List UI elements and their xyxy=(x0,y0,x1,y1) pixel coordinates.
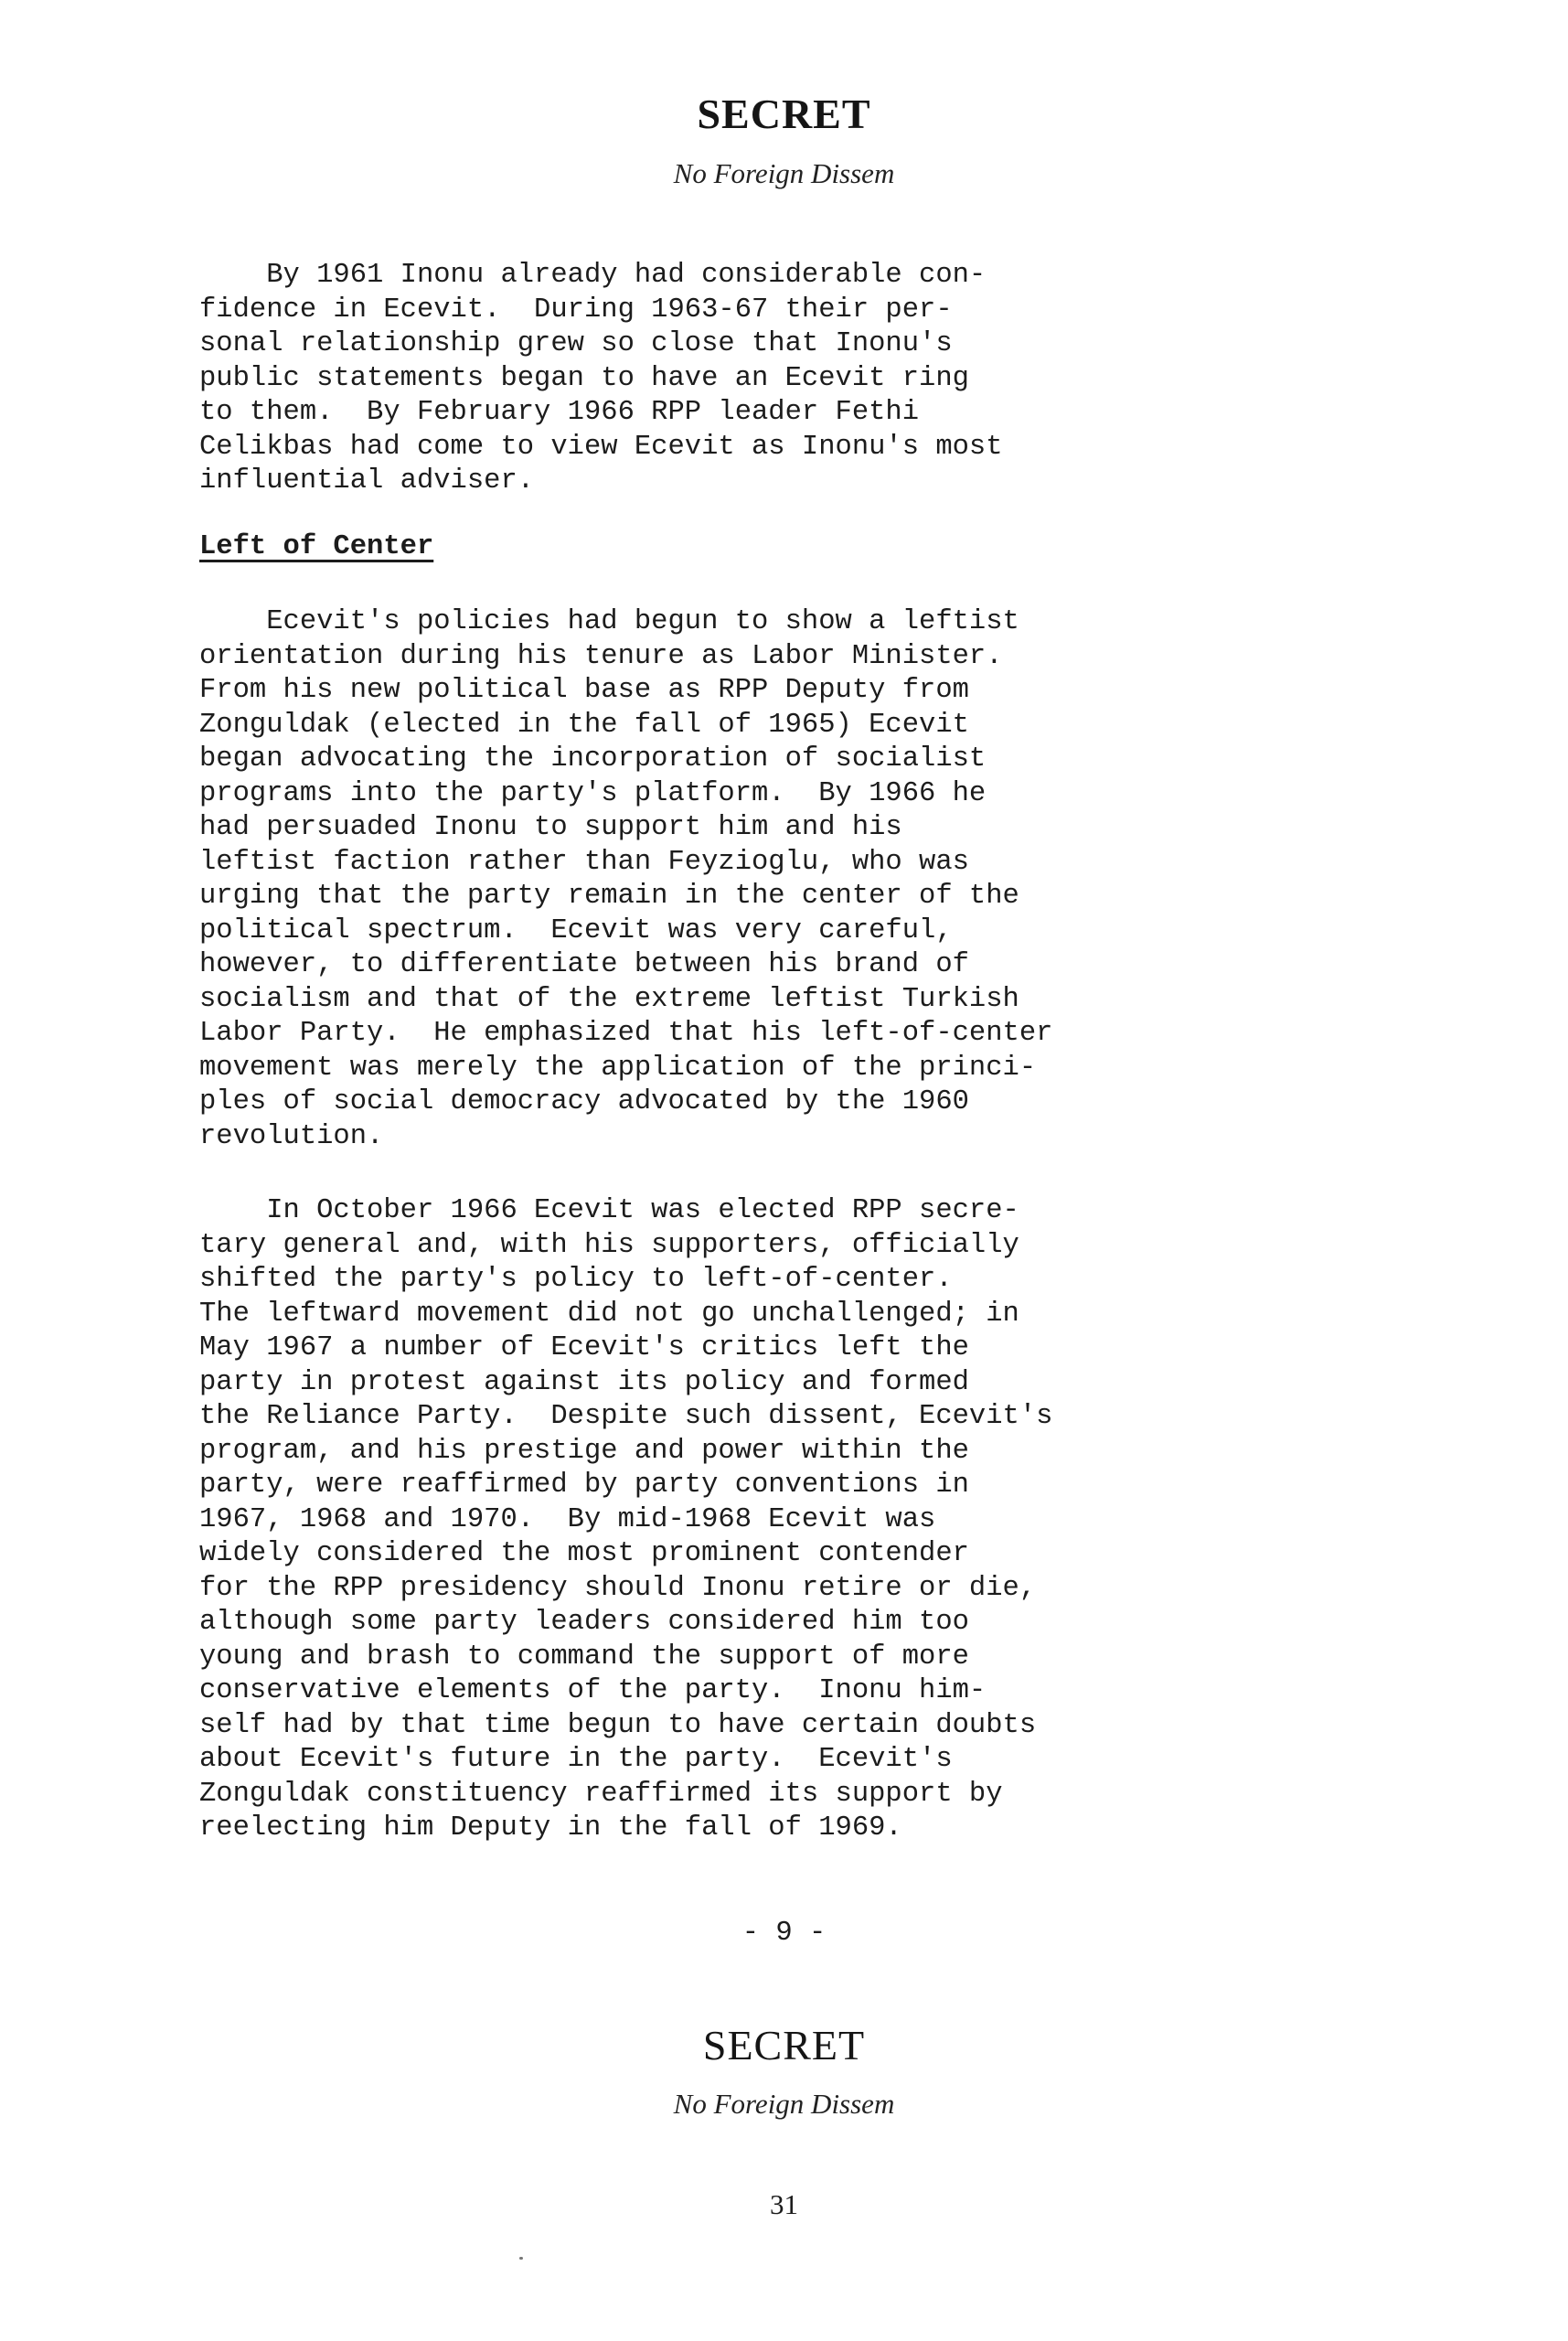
outer-page-number: 31 xyxy=(770,2188,798,2220)
scan-speck xyxy=(519,2257,523,2260)
section-heading-left-of-center: Left of Center xyxy=(199,531,434,562)
footer-classification-marking: SECRET xyxy=(702,2022,866,2068)
left-of-center-paragraph-2: In October 1966 Ecevit was elected RPP secre- tary general and, with his supporters, officially shifted the party's policy to left-of-center. The leftward movement did not go unchallenged; in May 1967 a number of Ecevit's critics left the party in protest against its policy and formed the Reliance Party. Despite such dissent, Ecevit's program, and his prestige and power within the party, were reaffirmed by party conventions in 1967, 1968 and 1970. By mid-1968 Ecevit was widely considered the most prominent contender for the RPP presidency should Inonu retire or die, although some party leaders considered him too young and brash to command the support of more conservative elements of the party. Inonu him- self had by that time begun to have certain doubts about Ecevit's future in the party. Ecevit's Zonguldak constituency reaffirmed its support by reelecting him Deputy in the fall of 1969. xyxy=(199,1195,1053,1844)
header-dissemination-marking: No Foreign Dissem xyxy=(673,157,895,189)
inner-page-number: - 9 - xyxy=(741,1918,827,1949)
intro-paragraph: By 1961 Inonu already had considerable con- fidence in Ecevit. During 1963-67 their per- sonal relationship grew so close that Inonu's public statements began to have an Ecevit ring to them. By February 1966 RPP leader Fethi Celikbas had come to view Ecevit as Inonu's most influential adviser. xyxy=(199,260,1003,497)
footer-dissemination-marking: No Foreign Dissem xyxy=(673,2088,895,2120)
left-of-center-paragraph-1: Ecevit's policies had begun to show a leftist orientation during his tenure as Labor Minister. From his new political base as RPP Deputy from Zonguldak (elected in the fall of 1965) Ecevit began advocating the incorporation of socialist programs into the party's platform. By 1966 he had persuaded Inonu to support him and his leftist faction rather than Feyzioglu, who was urging that the party remain in the center of the political spectrum. Ecevit was very careful, however, to differentiate between his brand of socialism and that of the extreme leftist Turkish Labor Party. He emphasized that his left-of-center movement was merely the application of the princi- ples of social democracy advocated by the 1960 revolution. xyxy=(199,606,1053,1152)
header-classification-marking: SECRET xyxy=(697,91,871,137)
